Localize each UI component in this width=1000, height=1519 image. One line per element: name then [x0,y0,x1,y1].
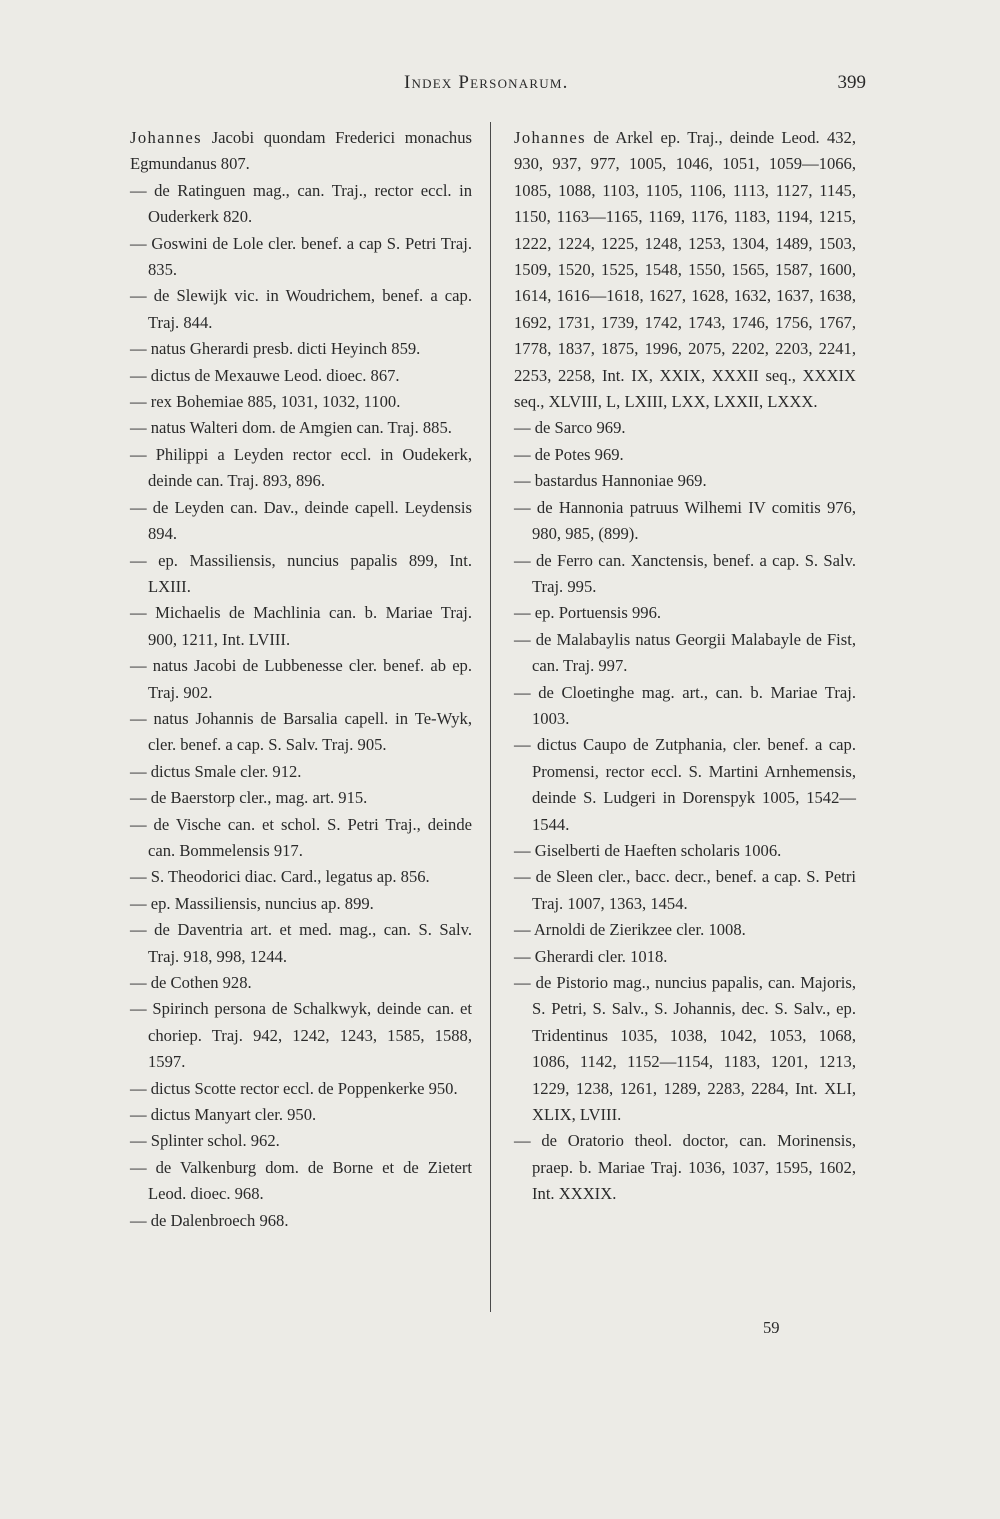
index-entry: — de Leyden can. Dav., deinde capell. Leydensis 894. [130,497,472,544]
index-entry: — de Slewijk vic. in Woudrichem, benef. a cap. Traj. 844. [130,286,472,332]
index-entry: — Gherardi cler. 1018. [514,946,668,966]
index-entry: — natus Johannis de Barsalia capell. in Te-Wyk, cler. benef. a cap. S. Salv. Traj. 905. [130,708,472,755]
index-entry: — dictus Smale cler. 912. [130,761,302,781]
signature-mark: 59 [763,1318,780,1337]
index-entry: — natus Walteri dom. de Amgien can. Traj. 885. [130,418,452,438]
index-entry: — bastardus Hannoniae 969. [514,471,707,491]
index-entry: — dictus Manyart cler. 950. [130,1105,317,1125]
index-entry-lead [130,125,472,178]
index-entry: — de Cothen 928. [130,973,252,992]
index-entry: — de Sarco 969. [514,418,626,438]
index-entry: — de Oratorio theol. doctor, can. Morinensis, praep. b. Mariae Traj. 1036, 1037, 1595, 1602, Int. XXXIX. [514,1131,856,1204]
index-entry: — de Potes 969. [514,444,624,464]
index-entry: — Michaelis de Machlinia can. b. Mariae Traj. 900, 1211, Int. LVIII. [130,603,472,649]
index-entry: — Goswini de Lole cler. benef. a cap S. Petri Traj. 835. [130,233,472,280]
page-number: 399 [837,72,866,93]
index-entry: — ep. Massiliensis, nuncius papalis 899, Int. LXIII. [130,550,472,596]
index-entry: — de Sleen cler., bacc. decr., benef. a cap. S. Petri Traj. 1007, 1363, 1454. [514,867,856,913]
entry-text: de Arkel ep. Traj., deinde Leod. 432, 930, 937, 977, 1005, 1046, 1051, 1059—1066, 1085, 1088, 1103, 1105, 1106, 1113, 1127, 1145, 1150, 1163—1165, 1169, 1176, 1183, 1194, 1215, 1222, 1224, 1225, 1248, 1253, 1304, 1489, 1503, 1509, 1520, 1525, 1548, 1550, 1565, 1587, 1600, 1614, 1616—1618, 1627, 1628, 1632, 1637, 1638, 1692, 1731, 1739, 1742, 1743, 1746, 1756, 1767, 1778, 1837, 1875, 1996, 2075, 2202, 2203, 2241, 2253, 2258, Int. IX, XXIX, XXXII seq., XXXIX seq., XLVIII, L, LXIII, LXX, LXXII, LXXX. [514,128,856,412]
right-column [514,125,856,1208]
column-divider [490,122,491,1312]
index-entry: — S. Theodorici diac. Card., legatus ap. 856. [130,867,430,887]
index-entry: — Splinter schol. 962. [130,1131,280,1151]
index-entry: — de Baerstorp cler., mag. art. 915. [130,788,368,808]
index-entry: — de Ratinguen mag., can. Traj., rector eccl. in Ouderkerk 820. [130,180,472,227]
entry-headword: Johannes [130,128,203,147]
index-entry: — de Pistorio mag., nuncius papalis, can. Majoris, S. Petri, S. Salv., S. Johannis, dec. S. Salv., ep. Tridentinus 1035, 1038, 1042, 1053, 1068, 1086, 1142, 1152—1154, 1183, 1201, 1213, 1229, 1238, 1261, 1289, 2283, 2284, Int. XLI, XLIX, LVIII. [514,973,856,1125]
index-entry: — Spirinch persona de Schalkwyk, deinde can. et choriep. Traj. 942, 1242, 1243, 1585, 1588, 1597. [130,999,472,1072]
index-entry: — de Vische can. et schol. S. Petri Traj., deinde can. Bommelensis 917. [130,814,472,860]
index-entry: — rex Bohemiae 885, 1031, 1032, 1100. [130,392,401,412]
index-entry: — Philippi a Leyden rector eccl. in Oudekerk, deinde can. Traj. 893, 896. [130,444,472,491]
index-entry-lead [514,125,856,415]
entry-headword: Johannes [514,128,587,147]
index-entry: — de Hannonia patruus Wilhemi IV comitis 976, 980, 985, (899). [514,497,856,544]
running-head [0,72,1000,102]
index-entry: — ep. Portuensis 996. [514,603,662,623]
index-entry: — dictus Scotte rector eccl. de Poppenkerke 950. [130,1078,458,1098]
index-entry: — Arnoldi de Zierikzee cler. 1008. [514,920,746,940]
index-entry: — dictus Caupo de Zutphania, cler. benef. a cap. Promensi, rector eccl. S. Martini Arnhemensis, deinde S. Ludgeri in Dorenspyk 1005, 1542—1544. [514,735,856,834]
index-entry: — de Ferro can. Xanctensis, benef. a cap. S. Salv. Traj. 995. [514,550,856,596]
index-entry: — natus Jacobi de Lubbenesse cler. benef. ab ep. Traj. 902. [130,656,472,702]
index-entry: — de Daventria art. et med. mag., can. S. Salv. Traj. 918, 998, 1244. [130,920,472,966]
index-entry: — natus Gherardi presb. dicti Heyinch 859. [130,339,421,359]
index-entry: — ep. Massiliensis, nuncius ap. 899. [130,893,374,913]
entry-text: Jacobi quondam Frederici monachus Egmundanus 807. [130,128,472,174]
index-entry: — de Cloetinghe mag. art., can. b. Mariae Traj. 1003. [514,682,856,728]
index-entry: — de Valkenburg dom. de Borne et de Zietert Leod. dioec. 968. [130,1157,472,1204]
index-entry: — de Dalenbroech 968. [130,1210,289,1230]
left-column [130,125,472,1234]
index-entry: — dictus de Mexauwe Leod. dioec. 867. [130,365,400,385]
index-entry: — Giselberti de Haeften scholaris 1006. [514,840,782,860]
index-entry: — de Malabaylis natus Georgii Malabayle de Fist, can. Traj. 997. [514,629,856,676]
running-head-title: Index Personarum. [404,72,569,93]
